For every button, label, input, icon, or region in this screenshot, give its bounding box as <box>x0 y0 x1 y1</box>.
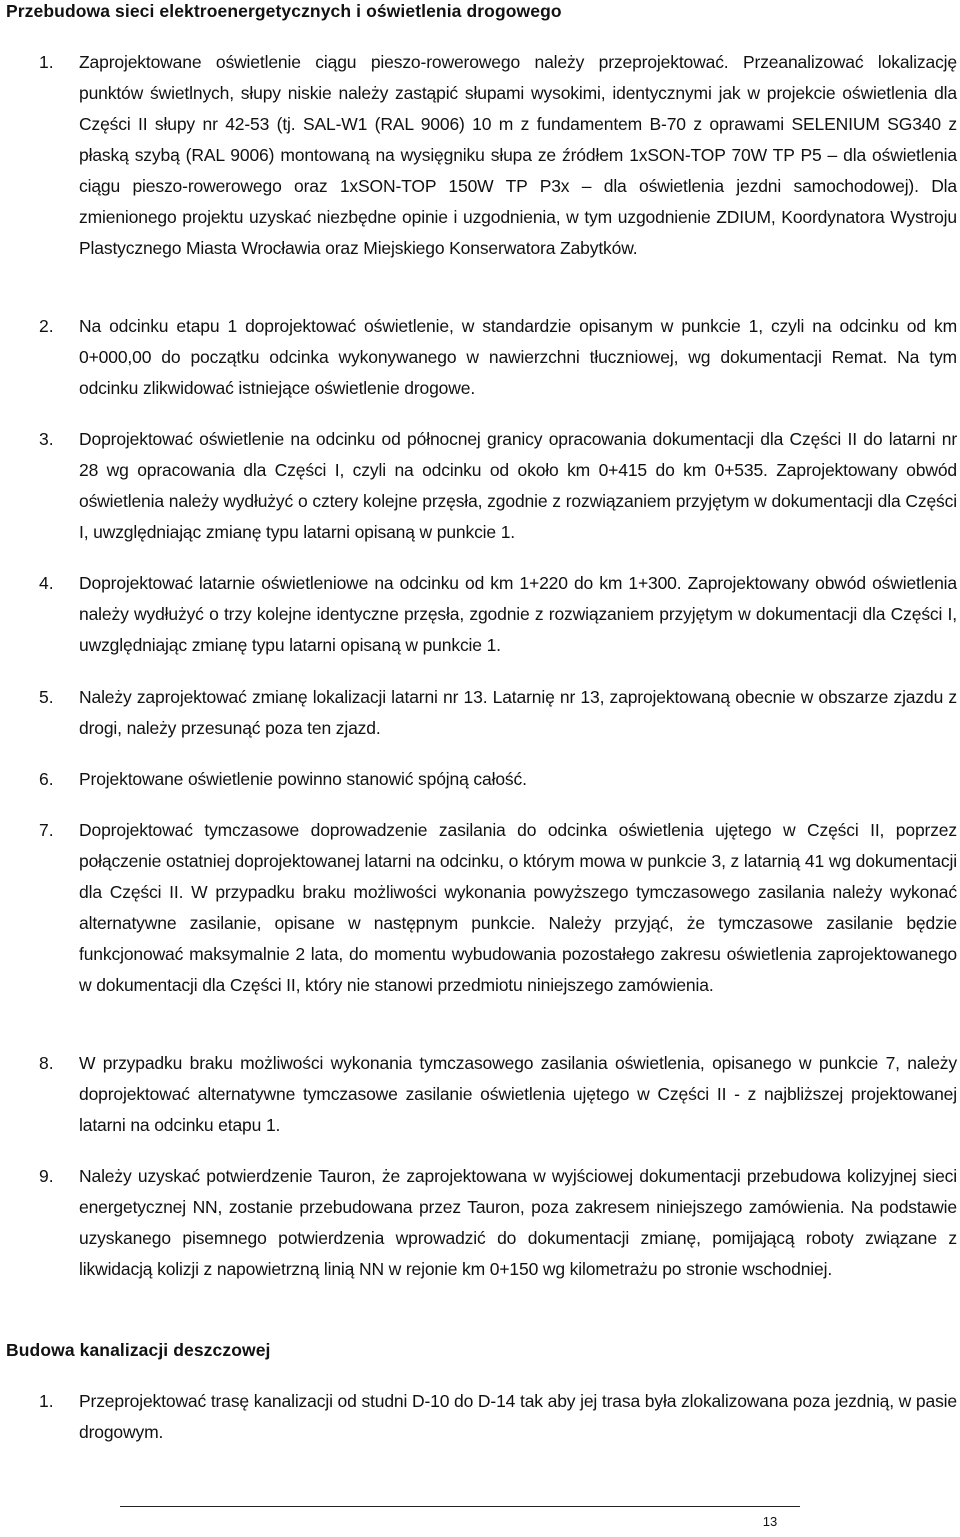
section-heading-drainage: Budowa kanalizacji deszczowej <box>6 1340 271 1360</box>
item-number: 9. <box>39 1166 54 1186</box>
item-text: Doprojektować tymczasowe doprowadzenie zasilania do odcinka oświetlenia ujętego w Części II, poprzez połączenie ostatniej doprojektowanej latarni na odcinku, o którym mowa w punkcie 3, z latarnią 41 wg dokumentacji dla Części II. W przypadku braku możliwości wykonania powyższego tymczasowego zasilania należy wykonać alternatywne zasilanie, opisane w następnym punkcie. Należy przyjąć, że tymczasowe zasilanie będzie funkcjonować maksymalnie 2 lata, do momentu wybudowania pozostałego zakresu oświetlenia zaprojektowanego w dokumentacji dla Części II, który nie stanowi przedmiotu niniejszego zamówienia. <box>79 820 957 995</box>
page-number: 13 <box>762 1514 778 1529</box>
item-text: Na odcinku etapu 1 doprojektować oświetlenie, w standardzie opisanym w punkcie 1, czyli na odcinku od km 0+000,00 do początku odcinka wykonywanego w nawierzchni tłuczniowej, wg dokumentacji Remat. Na tym odcinku zlikwidować istniejące oświetlenie drogowe. <box>79 316 957 398</box>
item-text: Należy uzyskać potwierdzenie Tauron, że zaprojektowana w wyjściowej dokumentacji przebudowa kolizyjnej sieci energetycznej NN, zostanie przebudowana przez Tauron, poza zakresem niniejszego zamówienia. Na podstawie uzyskanego pisemnego potwierdzenia wprowadzić do dokumentacji zmianę, pomijającą roboty związane z likwidacją kolizji z napowietrzną linią NN w rejonie km 0+150 wg kilometrażu po stronie wschodniej. <box>79 1166 957 1279</box>
item-text: Doprojektować latarnie oświetleniowe na odcinku od km 1+220 do km 1+300. Zaprojektowany obwód oświetlenia należy wydłużyć o trzy kolejne identyczne przęsła, zgodnie z rozwiązaniem przyjętym w dokumentacji dla Części I, uwzględniając zmianę typu latarni opisaną w punkcie 1. <box>79 573 957 655</box>
item-number: 1. <box>39 1391 54 1411</box>
item-number: 3. <box>39 429 54 449</box>
item-text: W przypadku braku możliwości wykonania tymczasowego zasilania oświetlenia, opisanego w punkcie 7, należy doprojektować alternatywne tymczasowe zasilanie oświetlenia ujętego w Części II - z najbliższej projektowanej latarni na odcinku etapu 1. <box>79 1053 957 1135</box>
item-number: 1. <box>39 52 54 72</box>
item-text: Doprojektować oświetlenie na odcinku od północnej granicy opracowania dokumentacji dla Części II do latarni nr 28 wg opracowania dla Części I, czyli na odcinku od około km 0+415 do km 0+535. Zaprojektowany obwód oświetlenia należy wydłużyć o cztery kolejne przęsła, zgodnie z rozwiązaniem przyjętym w dokumentacji dla Części I, uwzględniając zmianę typu latarni opisaną w punkcie 1. <box>79 429 957 542</box>
section-heading-electrical: Przebudowa sieci elektroenergetycznych i oświetlenia drogowego <box>6 1 562 21</box>
item-text: Zaprojektowane oświetlenie ciągu pieszo-rowerowego należy przeprojektować. Przeanalizować lokalizację punktów świetlnych, słupy niskie należy zastąpić słupami wysokimi, identycznymi jak w projekcie oświetlenia dla Części II słupy nr 42-53 (tj. SAL-W1 (RAL 9006) 10 m z fundamentem B-70 z oprawami SELENIUM SG340 z płaską szybą (RAL 9006) montowaną na wysięgniku słupa ze źródłem 1xSON-TOP 70W TP P5 – dla oświetlenia ciągu pieszo-rowerowego oraz 1xSON-TOP 150W TP P3x – dla oświetlenia jezdni samochodowej). Dla zmienionego projektu uzyskać niezbędne opinie i uzgodnienia, w tym uzgodnienie ZDIUM, Koordynatora Wystroju Plastycznego Miasta Wrocławia oraz Miejskiego Konserwatora Zabytków. <box>79 52 957 258</box>
item-text: Przeprojektować trasę kanalizacji od studni D-10 do D-14 tak aby jej trasa była zlokalizowana poza jezdnią, w pasie drogowym. <box>79 1391 957 1442</box>
item-text: Należy zaprojektować zmianę lokalizacji latarni nr 13. Latarnię nr 13, zaprojektowaną obecnie w obszarze zjazdu z drogi, należy przesunąć poza ten zjazd. <box>79 687 957 738</box>
item-number: 4. <box>39 573 54 593</box>
item-number: 8. <box>39 1053 54 1073</box>
item-number: 7. <box>39 820 54 840</box>
item-number: 6. <box>39 769 54 789</box>
item-number: 5. <box>39 687 54 707</box>
item-text: Projektowane oświetlenie powinno stanowić spójną całość. <box>79 769 527 789</box>
footer-divider <box>120 1506 800 1507</box>
item-number: 2. <box>39 316 54 336</box>
